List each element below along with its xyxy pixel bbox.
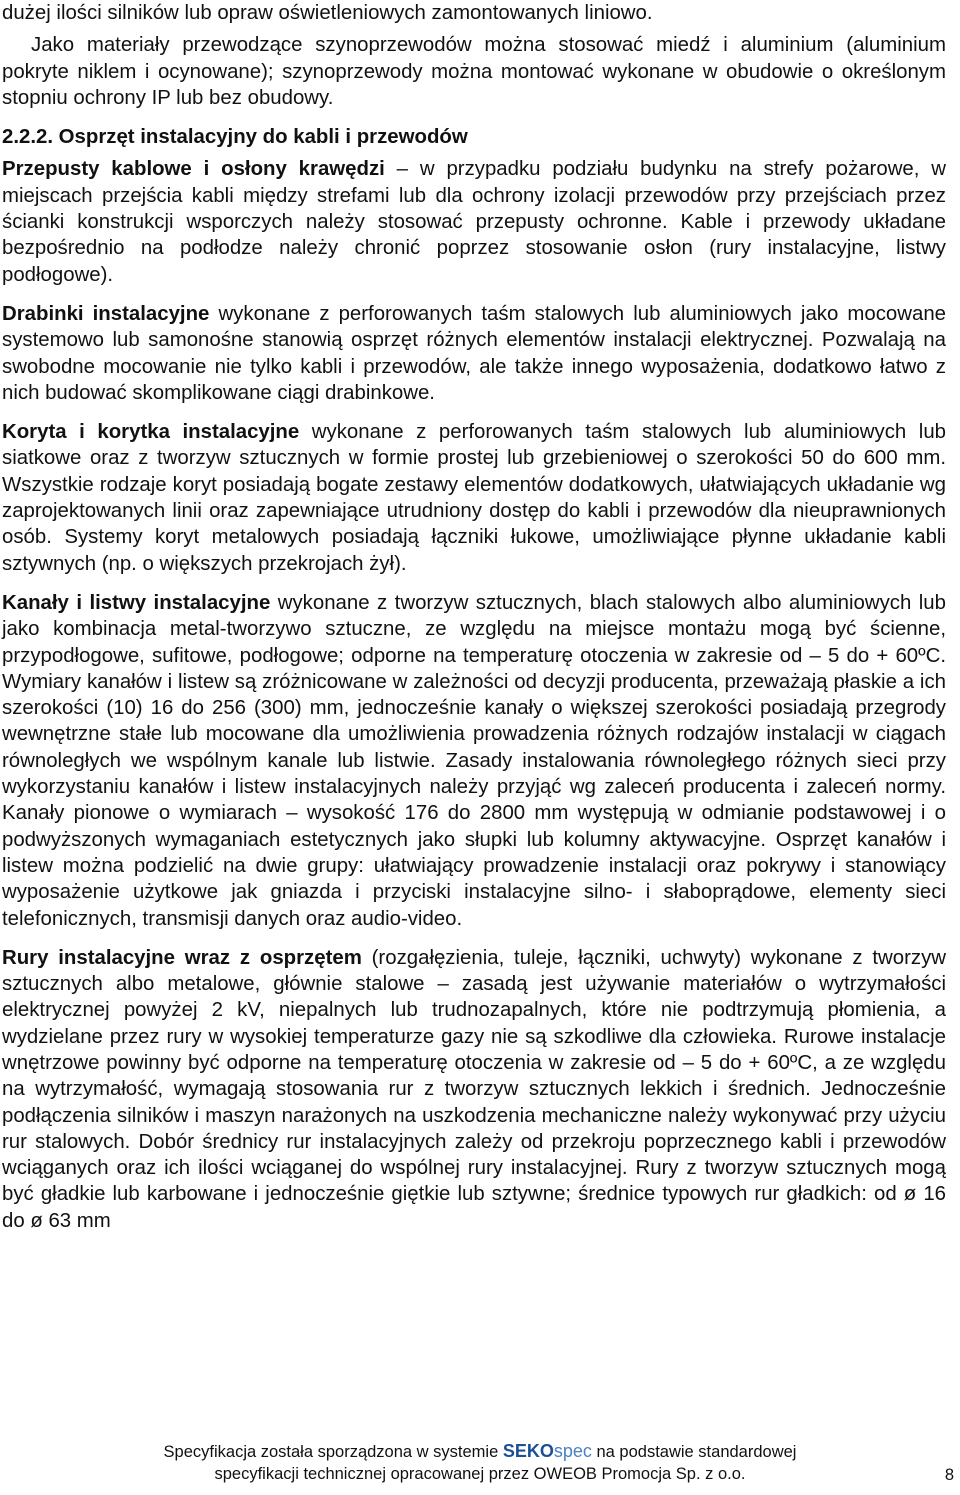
logo-seko: SEKO [502,1441,554,1461]
footer-text-before-logo: Specyfikacja została sporządzona w systemie [163,1443,503,1461]
text-kanaly: wykonane z tworzyw sztucznych, blach stalowych albo aluminiowych lub jako kombinacja metal-tworzywo sztuczne, ze względu na miejsce montażu mogą być ścienne, przypodłogowe, sufitowe, podłogowe; odporne na temperaturę otoczenia w zakresie od – 5 do + 60ºC. Wymiary kanałów i listew są zróżnicowane w zależności od decyzji producenta, przeważają płaskie a ich szerokości (10) 16 do 256 (300) mm, jednocześnie kanały o większej szerokości posiadają przegrody wewnętrzne stałe lub mocowane dla umożliwienia prowadzenia różnych rodzajów instalacji w ciągach równoległych we wspólnym kanale lub listwie. Zasady instalowania równoległego różnych sieci przy wykorzystaniu kanałów i listew instalacyjnych należy przyjąć wg zaleceń producenta i zaleceń normy. Kanały pionowe o wymiarach – wysokość 176 do 2800 mm występują w odmianie podstawowej i o podwyższonych wymaganiach estetycznych jako słupki lub kolumny aktywacyjne. Osprzęt kanałów i listew można podzielić na dwie grupy: ułatwiający prowadzenie instalacji oraz pokrywy i stanowiący wyposażenie użytkowe jak gniazda i przyciski instalacyjne silno- i słaboprądowe, elementy sieci telefonicznych, transmisji danych oraz audio-video. [2,591,946,930]
footer-line-1 [0,1440,960,1463]
paragraph-kanaly [2,590,946,932]
term-rury: Rury instalacyjne wraz z osprzętem [2,946,362,969]
page-number: 8 [944,1466,954,1484]
intro-paragraph: Jako materiały przewodzące szynoprzewodów można stosować miedź i aluminium (aluminium pokryte niklem i ocynowane); szynoprzewody można montować wykonane w obudowie o określonym stopniu ochrony IP lub bez obudowy. [2,34,946,109]
text-rury: (rozgałęzienia, tuleje, łączniki, uchwyty) wykonane z tworzyw sztucznych albo metalowe, głównie stalowe – zasadą jest używanie materiałów o wytrzymałości elektrycznej powyżej 2 kV, niepalnych lub trudnozapalnych, które nie podtrzymują płomienia, a wydzielane przez rury w wysokiej temperaturze gazy nie są szkodliwe dla człowieka. Rurowe instalacje wnętrzowe powinny być odporne na temperaturę otoczenia w zakresie od – 5 do + 60ºC, a ze względu na wytrzymałość, wymagają stosowania rur z tworzyw sztucznych lekkich i średnich. Jednocześnie podłączenia silników i maszyn narażonych na uszkodzenia mechaniczne należy wykonywać przy użyciu rur stalowych. Dobór średnicy rur instalacyjnych zależy od przekroju poprzecznego kabli i przewodów wciąganych oraz ich ilości wciąganej do wspólnej rury instalacyjnej. Rury z tworzyw sztucznych mogą być gładkie lub karbowane i jednocześnie giętkie lub sztywne; średnice typowych rur gładkich: od ø 16 do ø 63 mm [2,946,947,1232]
section-heading: 2.2.2. Osprzęt instalacyjny do kabli i przewodów [2,126,468,149]
term-przepusty: Przepusty kablowe i osłony krawędzi [2,158,385,181]
paragraph-koryta [2,419,946,577]
document-body [2,0,946,1234]
footer-text-after-logo: na podstawie standardowej [591,1443,797,1461]
term-drabinki: Drabinki instalacyjne [2,302,210,325]
page-footer [0,1440,960,1485]
intro-line: dużej ilości silników lub opraw oświetleniowych zamontowanych liniowo. [2,2,653,24]
paragraph-rury [2,945,946,1234]
text-przepusty: – w przypadku podziału budynku na strefy pożarowe, w miejscach przejścia kabli między strefami lub dla ochrony izolacji przewodów przy przejściach przez ścianki konstrukcji wsporczych należy stosować przepusty ochronne. Kable i przewody układane bezpośrednio na podłodze należy chronić poprzez stosowanie osłon (rury instalacyjne, listwy podłogowe). [2,158,946,286]
logo-spec: spec [553,1441,592,1461]
term-kanaly: Kanały i listwy instalacyjne [2,591,271,614]
paragraph-drabinki [2,301,946,406]
footer-line-2: specyfikacji technicznej opracowanej przez OWEOB Promocja Sp. z o.o. [214,1465,746,1483]
text-koryta: wykonane z perforowanych taśm stalowych lub aluminiowych lub siatkowe oraz z tworzyw sztucznych w formie prostej lub grzebieniowej o szerokości 50 do 600 mm. Wszystkie rodzaje koryt posiadają bogate zestawy elementów dodatkowych, ułatwiających układanie wg zaprojektowanych linii oraz zapewniające utrudniony dostęp do kabli i przewodów dla nieuprawnionych osób. Systemy koryt metalowych posiadają łączniki łukowe, umożliwiające płynne układanie kabli sztywnych (np. o większych przekrojach żył). [2,421,946,575]
text-drabinki: wykonane z perforowanych taśm stalowych lub aluminiowych jako mocowane systemowo lub samonośne stanowią osprzęt różnych elementów instalacji elektrycznej. Pozwalają na swobodne mocowanie nie tylko kabli i przewodów, ale także innego wyposażenia, dodatkowo łatwo z nich budować skomplikowane ciągi drabinkowe. [2,302,946,404]
term-koryta: Koryta i korytka instalacyjne [2,421,300,444]
paragraph-przepusty [2,156,946,287]
sekospec-logo [503,1441,592,1461]
